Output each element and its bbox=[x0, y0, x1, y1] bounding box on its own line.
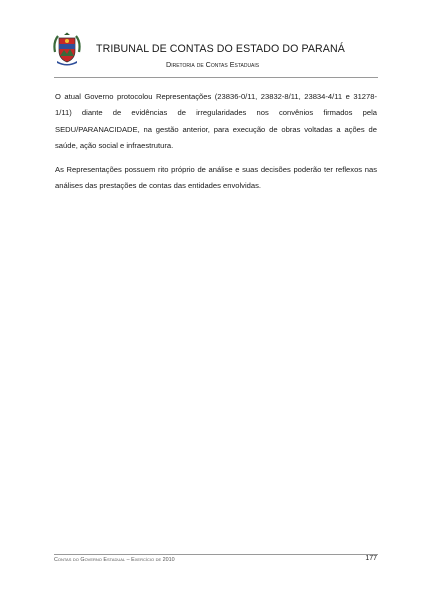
footer-document-title: Contas do Governo Estadual – Exercício de 2010 bbox=[54, 557, 175, 563]
parana-coat-of-arms-icon bbox=[52, 32, 82, 66]
footer-divider bbox=[54, 554, 378, 555]
page-number: 177 bbox=[365, 555, 377, 562]
body-text bbox=[55, 89, 377, 201]
institution-title: TRIBUNAL DE CONTAS DO ESTADO DO PARANÁ bbox=[96, 43, 345, 55]
paragraph: O atual Governo protocolou Representações (23836-0/11, 23832-8/11, 23834-4/11 e 31278-1/11) diante de evidências de irregularidades nos convênios firmados pela SEDU/PARANACIDADE, na gestão anterior, para execução de obras voltadas a ações de saúde, ação social e infraestrutura. bbox=[55, 92, 377, 151]
page-header bbox=[52, 30, 388, 82]
department-subtitle: Diretoria de Contas Estaduais bbox=[166, 60, 260, 69]
paragraph: As Representações possuem rito próprio de análise e suas decisões poderão ter reflexos nas análises das prestações de contas das entidades envolvidas. bbox=[55, 164, 377, 191]
header-divider bbox=[54, 77, 378, 78]
